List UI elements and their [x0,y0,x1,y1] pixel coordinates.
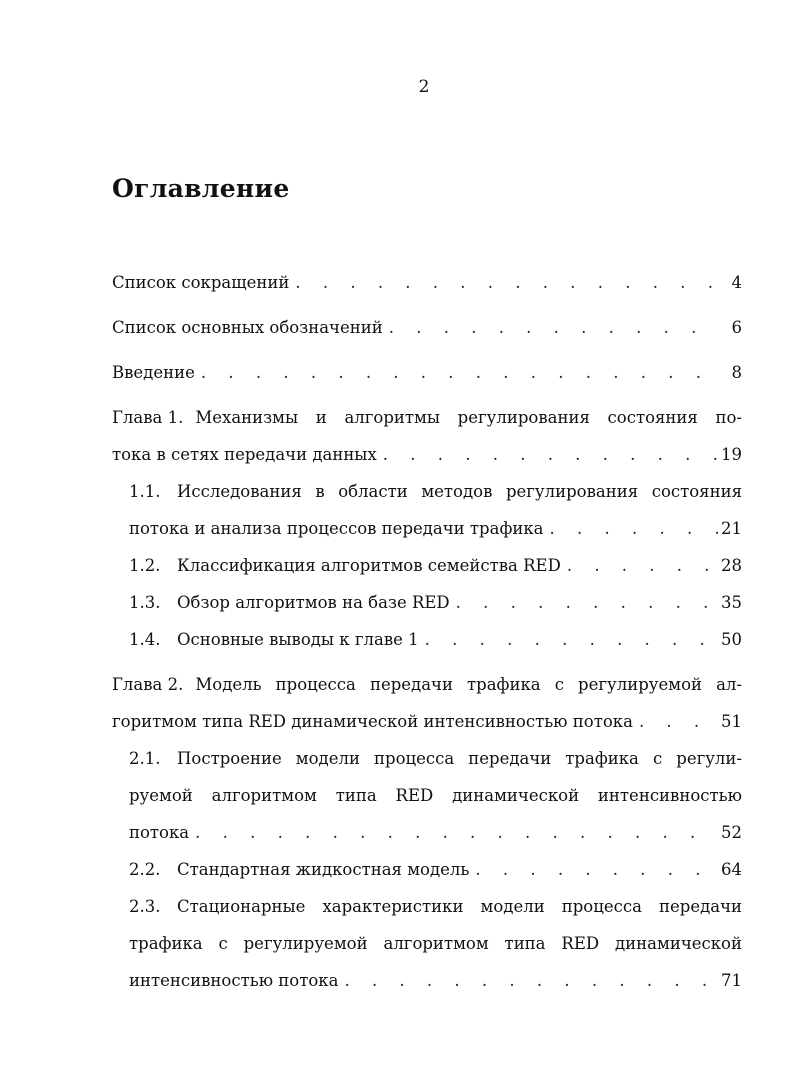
toc-chapter-1[interactable] [112,399,742,473]
toc-chapter-number: Глава 1. [112,408,184,427]
toc-section-number: 2.3. [129,897,161,916]
toc-leader-dots [419,621,718,658]
toc-entry-notation[interactable] [112,309,742,346]
toc-entry-page: 50 [721,630,742,649]
toc-entry-introduction[interactable] [112,354,742,391]
toc-entry-page: 64 [721,860,742,879]
toc-entry-page: 19 [721,445,742,464]
toc-entry-page: 21 [721,519,742,538]
toc-section-number: 1.3. [129,593,161,612]
page-number: 2 [418,77,430,97]
toc-leader-dots [383,309,718,346]
toc-section-number: 1.4. [129,630,161,649]
toc-section-title-line: руемой алгоритмом типа RED динамической интенсивностью [129,786,742,805]
toc-section-title-line: трафика с регулируемой алгоритмом типа RED динамической [129,934,742,953]
toc-section-number: 1.1. [129,482,161,501]
toc-leader-dots [469,851,718,888]
toc-leader-dots [561,547,718,584]
toc-leader-dots [289,264,718,301]
toc-section-title-line: 1.1. Исследования в области методов регулирования состояния [129,473,742,510]
toc-heading: Оглавление [112,174,290,203]
toc-chapter-number: Глава 2. [112,675,184,694]
toc-section-title-line: потока и анализа процессов передачи трафика [129,519,544,538]
toc-section-title: Основные выводы к главе 1 [177,630,419,649]
toc-section-number: 1.2. [129,556,161,575]
toc-entry-page: 4 [731,273,742,292]
toc-section-title-line: интенсивностью потока [129,971,339,990]
toc-entry-page: 8 [731,363,742,382]
toc-entry-title: Введение [112,363,195,382]
toc-leader-dots [450,584,718,621]
toc-entry-page: 51 [721,712,742,731]
toc-chapter-title-line: Глава 2. Модель процесса передачи трафика с регулируемой ал- [112,666,742,703]
toc-chapter-title-line: горитмом типа RED динамической интенсивностью потока [112,712,633,731]
toc-chapter-2[interactable] [112,666,742,740]
toc-leader-dots [633,703,718,740]
toc-section-number: 2.1. [129,749,161,768]
toc-section-title: Стандартная жидкостная модель [177,860,470,879]
toc-section-1-4[interactable] [112,621,742,658]
toc-chapter-title-line: тока в сетях передачи данных [112,445,377,464]
toc-section-title-line: 2.3. Стационарные характеристики модели процесса передачи [129,888,742,925]
toc-section-2-1[interactable] [112,740,742,851]
toc-entry-page: 71 [721,971,742,990]
toc-section-2-3[interactable] [112,888,742,999]
toc-section-title-line: потока [129,823,190,842]
toc-entry-page: 35 [721,593,742,612]
toc-entry-page: 52 [721,823,742,842]
toc-section-title: Обзор алгоритмов на базе RED [177,593,450,612]
toc-section-title: Классификация алгоритмов семейства RED [177,556,561,575]
toc-entry-title: Список основных обозначений [112,318,383,337]
toc-leader-dots [377,436,718,473]
table-of-contents [112,264,742,999]
toc-entry-abbreviations[interactable] [112,264,742,301]
toc-leader-dots [544,510,718,547]
toc-section-title-line: 2.1. Построение модели процесса передачи трафика с регули- [129,740,742,777]
toc-entry-page: 28 [721,556,742,575]
toc-leader-dots [189,814,718,851]
toc-section-1-3[interactable] [112,584,742,621]
toc-entry-page: 6 [731,318,742,337]
toc-section-1-2[interactable] [112,547,742,584]
toc-entry-title: Список сокращений [112,273,290,292]
toc-section-1-1[interactable] [112,473,742,547]
toc-leader-dots [195,354,718,391]
toc-chapter-title-line: Глава 1. Механизмы и алгоритмы регулирования состояния по- [112,399,742,436]
toc-section-number: 2.2. [129,860,161,879]
toc-section-2-2[interactable] [112,851,742,888]
toc-leader-dots [338,962,718,999]
